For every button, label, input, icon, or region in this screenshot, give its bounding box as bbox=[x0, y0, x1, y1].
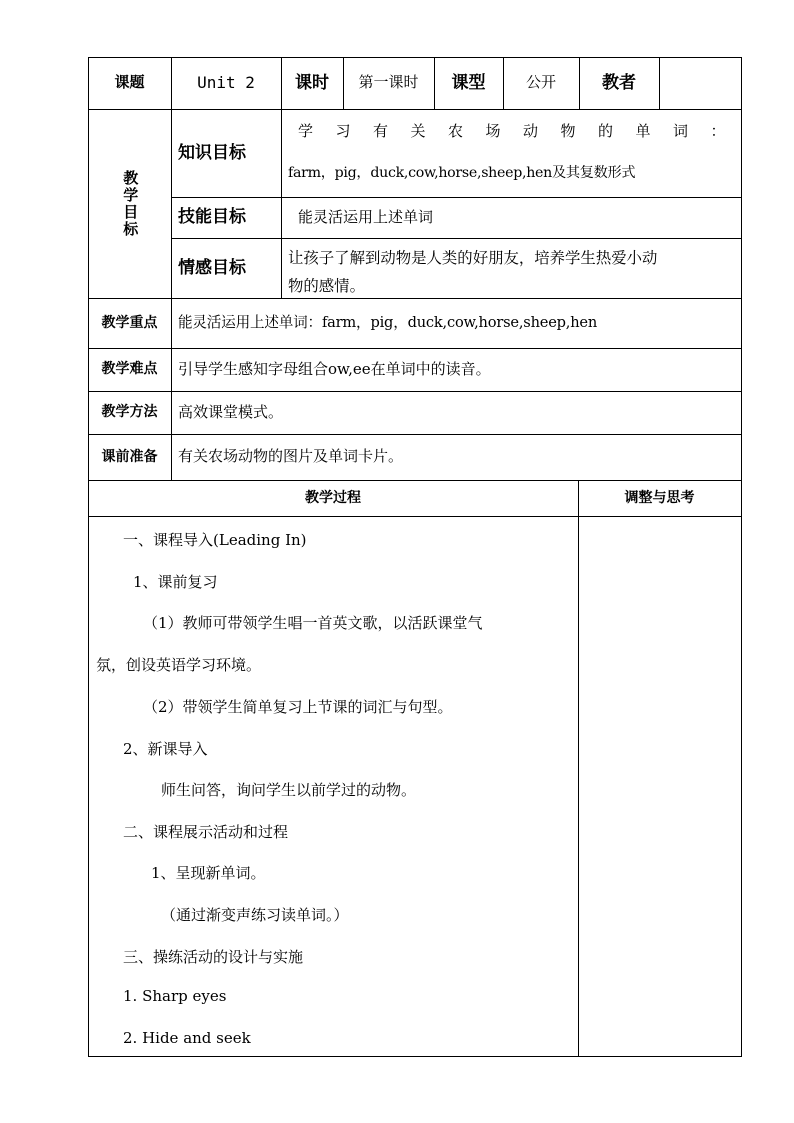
topic-label: 课题 bbox=[114, 73, 145, 92]
key-point-label: 教学重点 bbox=[101, 314, 158, 331]
process-line: 1、课前复习 bbox=[133, 573, 218, 591]
difficulty-label: 教学难点 bbox=[101, 361, 158, 378]
objectives-label bbox=[88, 109, 171, 298]
emotion-line-1: 让孩子了解到动物是人类的好朋友，培养学生热爱小动 bbox=[288, 249, 658, 267]
period-value: 第一课时 bbox=[358, 73, 419, 92]
key-point-value: 能灵活运用上述单词：farm，pig，duck,cow,horse,sheep,hen bbox=[178, 313, 598, 331]
topic-value: Unit 2 bbox=[197, 72, 255, 92]
process-line: （通过渐变声练习读单词。） bbox=[161, 906, 349, 924]
teacher-label: 教者 bbox=[602, 72, 636, 93]
process-line: 2. Hide and seek bbox=[123, 1029, 251, 1047]
knowledge-line-1: 学习有关农场动物的单词： bbox=[298, 122, 749, 140]
emotion-line-2: 物的感情。 bbox=[288, 277, 365, 295]
process-line: （2）带领学生简单复习上节课的词汇与句型。 bbox=[143, 698, 453, 716]
process-line: 氛，创设英语学习环境。 bbox=[96, 656, 262, 674]
process-line: 1、呈现新单词。 bbox=[151, 864, 266, 882]
process-line: 1. Sharp eyes bbox=[123, 987, 227, 1005]
skill-label: 技能目标 bbox=[178, 207, 246, 228]
process-line: 师生问答，询问学生以前学过的动物。 bbox=[161, 781, 417, 799]
difficulty-value: 引导学生感知字母组合ow,ee在单词中的读音。 bbox=[178, 359, 491, 378]
process-line: 二、课程展示活动和过程 bbox=[123, 823, 289, 841]
knowledge-label: 知识目标 bbox=[178, 142, 246, 163]
adjust-header: 调整与思考 bbox=[624, 489, 695, 506]
process-line: 一、课程导入(Leading In) bbox=[123, 531, 307, 549]
emotion-label: 情感目标 bbox=[178, 257, 246, 278]
prep-label: 课前准备 bbox=[101, 448, 158, 465]
type-label: 课型 bbox=[451, 72, 486, 93]
type-value: 公开 bbox=[525, 73, 556, 92]
prep-value: 有关农场动物的图片及单词卡片。 bbox=[178, 447, 404, 466]
knowledge-line-2: farm，pig，duck,cow,horse,sheep,hen及其复数形式 bbox=[288, 165, 636, 181]
method-value: 高效课堂模式。 bbox=[178, 402, 284, 421]
process-line: 2、新课导入 bbox=[123, 740, 208, 758]
teacher-value bbox=[659, 57, 741, 109]
process-line: （1）教师可带领学生唱一首英文歌，以活跃课堂气 bbox=[143, 614, 483, 632]
skill-value: 能灵活运用上述单词 bbox=[298, 207, 434, 226]
method-label: 教学方法 bbox=[101, 404, 158, 421]
objectives-label-text: 教学目标 bbox=[121, 169, 140, 238]
process-header: 教学过程 bbox=[305, 489, 361, 506]
period-label: 课时 bbox=[295, 72, 329, 93]
process-line: 三、操练活动的设计与实施 bbox=[123, 948, 304, 966]
